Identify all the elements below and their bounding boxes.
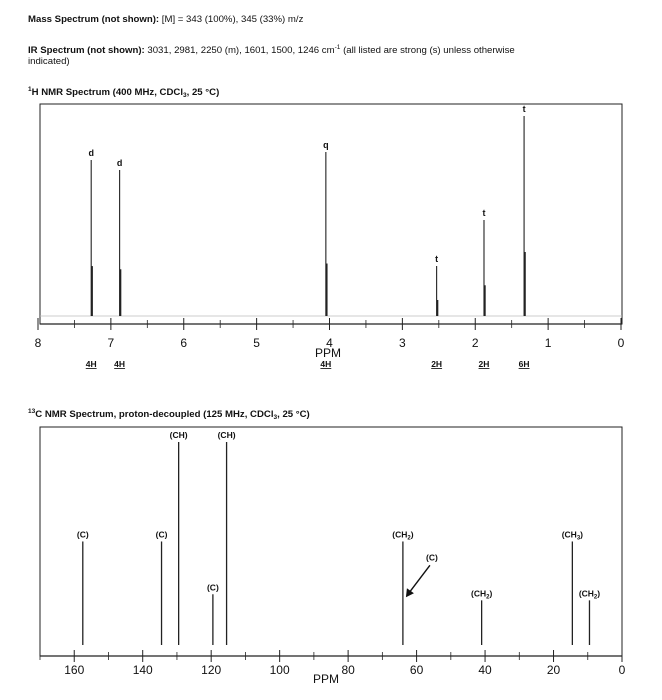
c-nmr-peak-label: $(CH_2)$ bbox=[392, 529, 414, 542]
c-nmr-title-sub: 3 bbox=[273, 414, 278, 421]
c-nmr-peak-label: (C) bbox=[426, 552, 438, 563]
h-nmr-multiplicity: t bbox=[482, 208, 486, 218]
c-nmr-tick-label: 20 bbox=[546, 663, 561, 677]
h-nmr-integration: 2H bbox=[478, 359, 490, 369]
h-nmr-title-sub: 3 bbox=[183, 92, 187, 99]
h-nmr-multiplicity: d bbox=[88, 148, 94, 158]
h-nmr-integration: 6H bbox=[518, 359, 530, 369]
c-nmr-tick-label: 120 bbox=[201, 663, 222, 677]
c-nmr-title-text: C NMR Spectrum, proton-decoupled (125 MHz, CDCl bbox=[35, 409, 274, 420]
c-nmr-peak-label: (CH) bbox=[169, 430, 188, 440]
c-nmr-title-sup: 13 bbox=[28, 408, 36, 415]
c-nmr-tick-label: 100 bbox=[269, 663, 290, 677]
h-nmr-title-sup: 1 bbox=[28, 86, 32, 93]
c-nmr-peak-label: (C) bbox=[155, 529, 168, 540]
h-nmr-x-axis-label: PPM bbox=[314, 346, 342, 360]
c-nmr-peak-label: (C) bbox=[76, 529, 89, 540]
h-nmr-plot-frame bbox=[40, 104, 622, 324]
ir-note-continued: indicated) bbox=[28, 56, 70, 67]
c-nmr-title-tail: , 25 °C) bbox=[277, 409, 310, 420]
c-nmr-tick-label: 60 bbox=[409, 663, 424, 677]
c-nmr-tick-label: 160 bbox=[64, 663, 85, 677]
mass-spectrum-label: Mass Spectrum (not shown): bbox=[28, 14, 160, 25]
c-nmr-x-axis-label: PPM bbox=[312, 672, 340, 686]
h-nmr-tick-label: 7 bbox=[107, 336, 115, 350]
c-nmr-arrow-head bbox=[406, 588, 414, 597]
h-nmr-tick-label: 6 bbox=[180, 336, 188, 350]
h-nmr-title-text: H NMR Spectrum (400 MHz, CDCl bbox=[31, 87, 184, 98]
h-nmr-tick-label: 0 bbox=[617, 336, 625, 350]
c-nmr-plot-frame bbox=[40, 427, 622, 656]
h-nmr-tick-label: 8 bbox=[34, 336, 42, 350]
c-nmr-peak-label: $(CH_2)$ bbox=[578, 588, 601, 601]
ir-note: (all listed are strong (s) unless otherwise bbox=[343, 45, 515, 56]
h-nmr-tick-label: 3 bbox=[399, 336, 406, 350]
c-nmr-peak-label: (CH) bbox=[217, 430, 236, 440]
h-nmr-integration: 4H bbox=[114, 359, 126, 369]
h-nmr-multiplicity: d bbox=[116, 158, 123, 168]
c-nmr-arrow-shaft bbox=[408, 565, 430, 594]
h-nmr-multiplicity: t bbox=[522, 104, 526, 114]
h-nmr-tick-label: 2 bbox=[471, 336, 479, 350]
c-nmr-tick-label: 140 bbox=[132, 663, 153, 677]
c-nmr-peak-label: $(CH_3)$ bbox=[561, 529, 584, 542]
c-nmr-tick-label: 80 bbox=[341, 663, 355, 677]
c-nmr-tick-label: 40 bbox=[478, 663, 492, 677]
c-nmr-peak-label: (C) bbox=[206, 582, 219, 593]
h-nmr-integration: 4H bbox=[320, 359, 332, 369]
h-nmr-multiplicity: q bbox=[323, 140, 329, 150]
h-nmr-multiplicity: t bbox=[435, 254, 439, 264]
h-nmr-tick-label: 1 bbox=[544, 336, 552, 350]
h-nmr-tick-label: 4 bbox=[326, 336, 333, 350]
ir-spectrum-value: 3031, 2981, 2250 (m), 1601, 1500, 1246 cm bbox=[147, 45, 335, 56]
c-nmr-tick-label: 0 bbox=[618, 663, 626, 677]
ir-spectrum-label: IR Spectrum (not shown): bbox=[28, 45, 145, 56]
h-nmr-integration: 2H bbox=[431, 359, 443, 369]
mass-spectrum-value: [M] = 343 (100%), 345 (33%) m/z bbox=[161, 14, 304, 25]
h-nmr-title-tail: , 25 °C) bbox=[186, 87, 220, 98]
h-nmr-integration: 4H bbox=[85, 359, 97, 369]
h-nmr-tick-label: 5 bbox=[253, 336, 260, 350]
c-nmr-peak-label: $(CH_2)$ bbox=[470, 588, 493, 601]
ir-unit-sup: -1 bbox=[334, 44, 341, 51]
